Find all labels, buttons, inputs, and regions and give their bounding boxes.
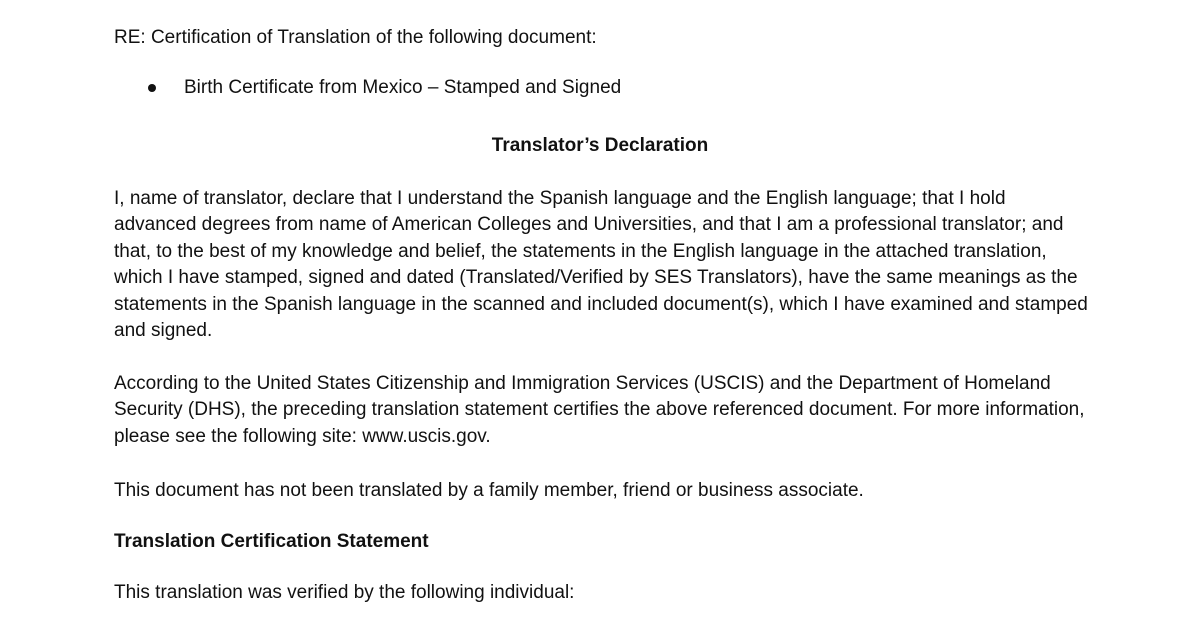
- uscis-paragraph: According to the United States Citizenship and Immigration Services (USCIS) and the Department of Homeland Security (DHS), the preceding translation statement certifies the above referenced document. For more information, please see the following site: www.uscis.gov.: [114, 373, 1085, 447]
- list-item-text: Birth Certificate from Mexico – Stamped and Signed: [184, 77, 622, 98]
- document-list: [146, 76, 621, 100]
- bullet-icon: [148, 84, 156, 92]
- verification-paragraph: This translation was verified by the following individual:: [114, 582, 575, 603]
- certification-title: Translation Certification Statement: [114, 531, 429, 552]
- list-item: [146, 76, 621, 100]
- declaration-paragraph: I, name of translator, declare that I understand the Spanish language and the English language; that I hold advanced degrees from name of American Colleges and Universities, and that I am a professional translator; and that, to the best of my knowledge and belief, the statements in the English language in the attached translation, which I have stamped, signed and dated (Translated/Verified by SES Translators), have the same meanings as the statements in the Spanish language in the scanned and included document(s), which I have examined and stamped and signed.: [114, 188, 1088, 342]
- family-member-paragraph: This document has not been translated by a family member, friend or business associate.: [114, 480, 864, 501]
- re-line: RE: Certification of Translation of the following document:: [114, 27, 597, 48]
- declaration-title: Translator’s Declaration: [491, 135, 709, 156]
